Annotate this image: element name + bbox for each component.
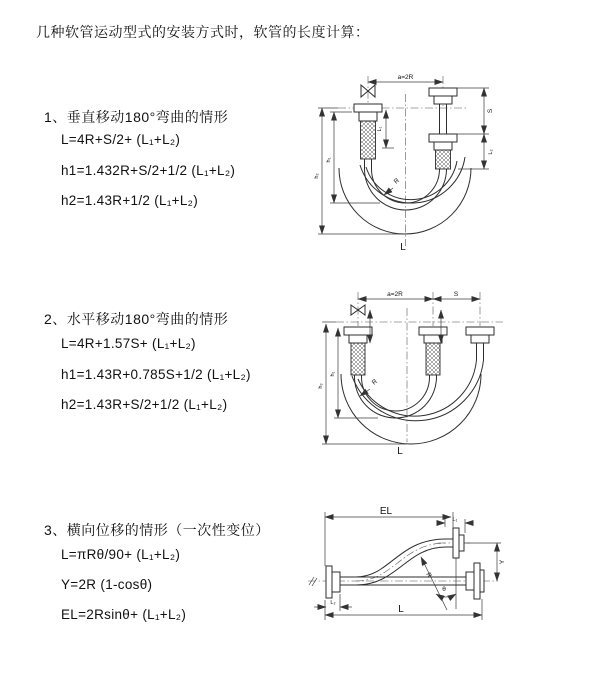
dim-label-h1: h₁ <box>326 157 332 163</box>
radius-label: R <box>424 571 433 580</box>
dim-label-h1: h₁ <box>330 371 336 377</box>
left-end-fitting <box>354 104 382 169</box>
centerline-break-mark <box>309 577 317 586</box>
radius-label: R <box>392 177 401 186</box>
angle-label: θ <box>442 586 446 593</box>
diagram-lateral-displacement <box>298 496 600 644</box>
dim-label-stroke-s: S <box>453 291 459 298</box>
dim-label-a2r: a=2R <box>397 74 414 81</box>
section-1-formula-h1: h1=1.432R+S/2+1/2 (L₁+L₂) <box>61 163 236 178</box>
hose-displaced-s-curve <box>356 539 446 585</box>
dim-label-l1: L₁ <box>452 517 458 523</box>
length-label: L <box>397 446 403 457</box>
length-label: L <box>398 604 404 615</box>
dimensions <box>318 291 480 457</box>
section-3-formula-EL: EL=2Rsinθ+ (L₁+L₂) <box>61 607 187 622</box>
dim-label-l2: L₂ <box>488 149 494 155</box>
flanges <box>344 327 494 343</box>
right-end-fitting-two-positions <box>429 88 457 169</box>
doc-title: 几种软管运动型式的安装方式时，软管的长度计算： <box>36 24 370 40</box>
dim-label-l1: L₁ <box>377 126 383 132</box>
section-3-heading: 3、横向位移的情形（一次性变位） <box>44 522 270 538</box>
section-2-formula-h2: h2=1.43R+S/2+1/2 (L₁+L₂) <box>61 397 228 412</box>
hose-braid <box>426 343 440 375</box>
dim-label-a2r: a=2R <box>387 291 403 298</box>
diagram-vertical-180-bend <box>308 64 598 264</box>
length-label: L <box>400 242 406 253</box>
section-2-heading: 2、水平移动180°弯曲的情形 <box>44 311 229 327</box>
diagram-horizontal-180-bend <box>308 282 598 460</box>
dim-label-h2: h₂ <box>318 383 324 389</box>
hose-u-bend-arcs <box>339 157 471 234</box>
hose-braid <box>351 343 365 375</box>
hose-braid <box>361 121 376 159</box>
section-1-formula-L: L=4R+S/2+ (L₁+L₂) <box>61 132 181 147</box>
hose-ends <box>351 343 484 377</box>
hose-braid <box>436 150 451 169</box>
dimensions <box>314 74 494 253</box>
section-1-heading: 1、垂直移动180°弯曲的情形 <box>44 109 229 125</box>
section-2-formula-h1: h1=1.43R+0.785S+1/2 (L₁+L₂) <box>61 367 251 382</box>
section-1-formula-h2: h2=1.43R+1/2 (L₁+L₂) <box>61 193 199 208</box>
dim-label-y: Y <box>499 559 506 565</box>
left-flange <box>326 566 356 598</box>
section-2-formula-L: L=4R+1.57S+ (L₁+L₂) <box>61 336 196 351</box>
right-flange <box>466 563 484 599</box>
dim-label-l2: L₂ <box>330 600 336 606</box>
dim-label-stroke-s: S <box>487 108 494 114</box>
radius-label: R <box>370 378 379 387</box>
dim-label-h2: h₂ <box>314 173 320 179</box>
section-3-formula-L: L=πRθ/90+ (L₁+L₂) <box>61 547 181 562</box>
dim-label-el: EL <box>379 506 393 517</box>
section-3-formula-Y: Y=2R (1-cosθ) <box>61 577 153 592</box>
